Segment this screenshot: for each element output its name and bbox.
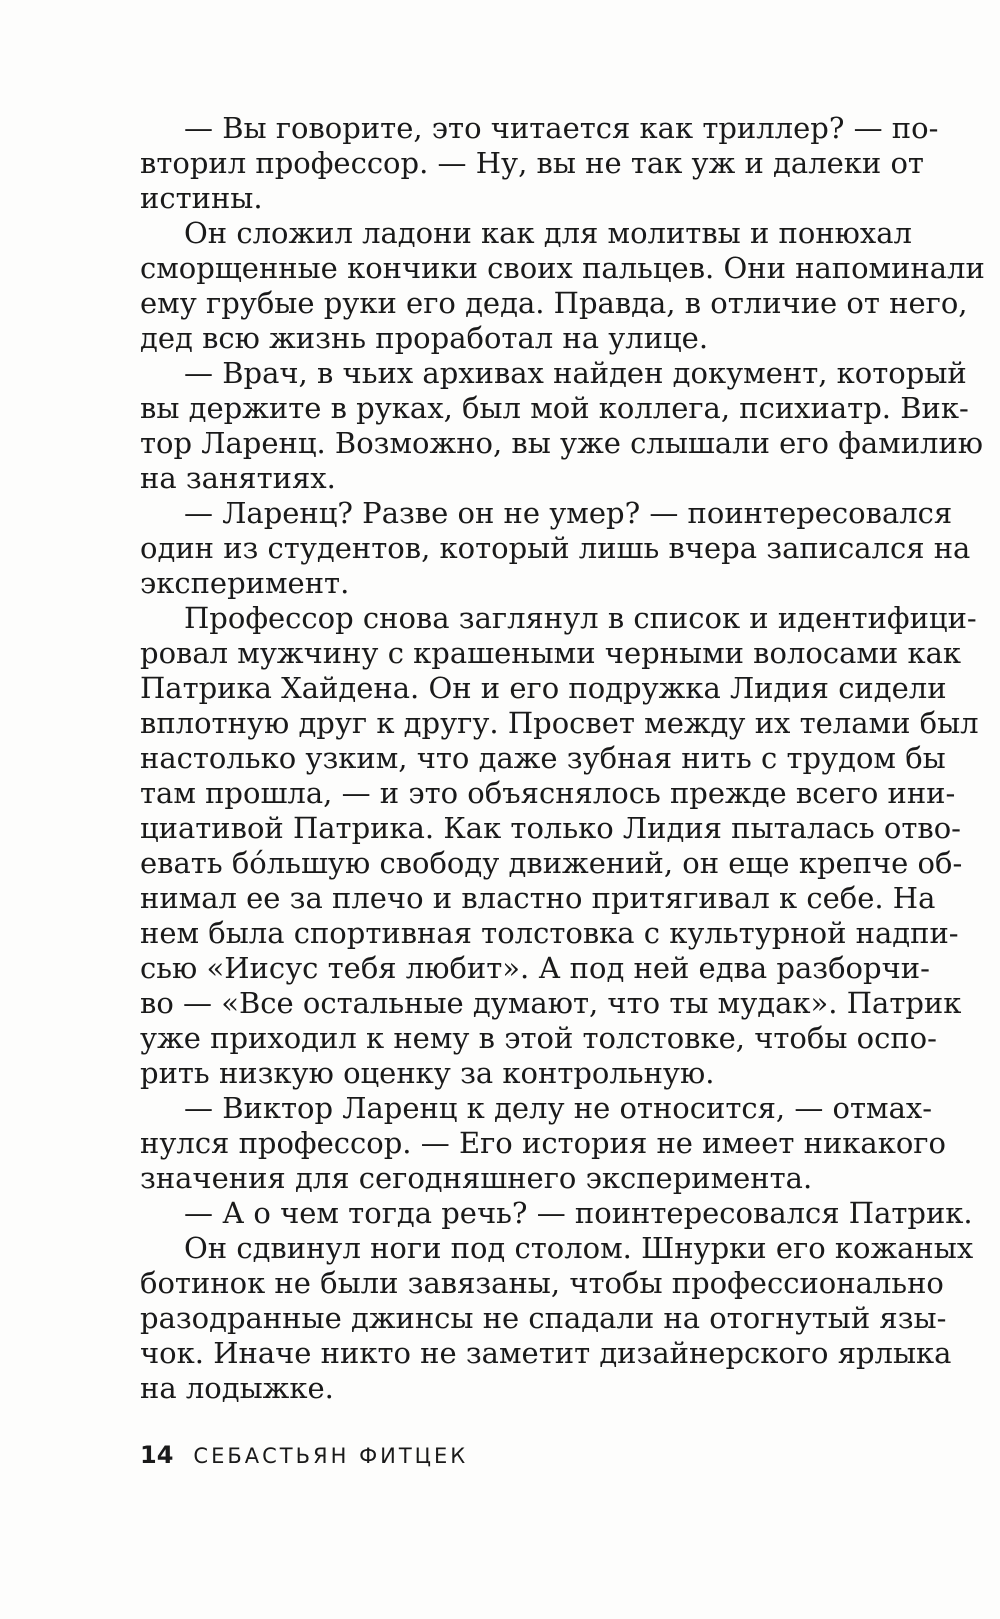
paragraph — [140, 601, 979, 1091]
text-line: Он сдвинул ноги под столом. Шнурки его кожаных — [184, 1231, 974, 1265]
text-line: вторил профессор. — Ну, вы не так уж и далеки от — [140, 146, 924, 180]
text-line: Патрика Хайдена. Он и его подружка Лидия сидели — [140, 671, 947, 705]
text-line: значения для сегодняшнего эксперимента. — [140, 1161, 813, 1195]
text-line: нем была спортивная толстовка с культурной надпи- — [140, 916, 959, 950]
text-line: вы держите в руках, был мой коллега, психиатр. Вик- — [140, 391, 969, 425]
text-line: ровал мужчину с крашеными черными волосами как — [140, 636, 962, 670]
text-line: нимал ее за плечо и властно притягивал к себе. На — [140, 881, 936, 915]
text-line: дед всю жизнь проработал на улице. — [140, 321, 709, 355]
paragraph — [140, 496, 971, 601]
running-title: СЕБАСТЬЯН ФИТЦЕК — [193, 1444, 469, 1468]
text-line: — Ларенц? Разве он не умер? — поинтересовался — [184, 496, 953, 530]
paragraph — [140, 1231, 974, 1406]
text-line: сморщенные кончики своих пальцев. Они напоминали — [140, 251, 985, 285]
text-line: истины. — [140, 181, 263, 215]
text-line: рить низкую оценку за контрольную. — [140, 1056, 715, 1090]
page-number: 14 — [140, 1441, 174, 1469]
paragraph — [140, 216, 985, 356]
text-line: — Вы говорите, это читается как триллер? — по- — [184, 111, 939, 145]
text-line: настолько узким, что даже зубная нить с трудом бы — [140, 741, 946, 775]
text-line: эксперимент. — [140, 566, 350, 600]
text-line: сью «Иисус тебя любит». А под ней едва разборчи- — [140, 951, 930, 985]
text-line: Профессор снова заглянул в список и идентифици- — [184, 601, 977, 635]
text-line: чок. Иначе никто не заметит дизайнерского ярлыка — [140, 1336, 952, 1370]
text-line: — Врач, в чьих архивах найден документ, который — [184, 356, 967, 390]
text-line: на занятиях. — [140, 461, 336, 495]
text-line: циативой Патрика. Как только Лидия пыталась отво- — [140, 811, 961, 845]
paragraph — [140, 1196, 973, 1231]
body-text — [140, 111, 985, 1406]
text-line: — Виктор Ларенц к делу не относится, — отмах- — [184, 1091, 933, 1125]
text-line: тор Ларенц. Возможно, вы уже слышали его фамилию — [140, 426, 984, 460]
paragraph — [140, 1091, 946, 1196]
text-line: — А о чем тогда речь? — поинтересовался Патрик. — [184, 1196, 973, 1230]
text-line: вплотную друг к другу. Просвет между их телами был — [140, 706, 979, 740]
paragraph — [140, 356, 984, 496]
text-line: на лодыжке. — [140, 1371, 334, 1405]
text-line: во — «Все остальные думают, что ты мудак». Патрик — [140, 986, 962, 1020]
text-line: ботинок не были завязаны, чтобы профессионально — [140, 1266, 944, 1300]
text-line: Он сложил ладони как для молитвы и понюхал — [184, 216, 912, 250]
page-footer — [140, 1441, 468, 1469]
text-line: один из студентов, который лишь вчера записался на — [140, 531, 971, 565]
text-line: ему грубые руки его деда. Правда, в отличие от него, — [140, 286, 968, 320]
text-line: евать бóльшую свободу движений, он еще крепче об- — [140, 846, 963, 880]
text-line: разодранные джинсы не спадали на отогнутый язы- — [140, 1301, 947, 1335]
text-line: нулся профессор. — Его история не имеет никакого — [140, 1126, 946, 1160]
text-line: уже приходил к нему в этой толстовке, чтобы оспо- — [140, 1021, 937, 1055]
paragraph — [140, 111, 939, 216]
text-line: там прошла, — и это объяснялось прежде всего ини- — [140, 776, 956, 810]
